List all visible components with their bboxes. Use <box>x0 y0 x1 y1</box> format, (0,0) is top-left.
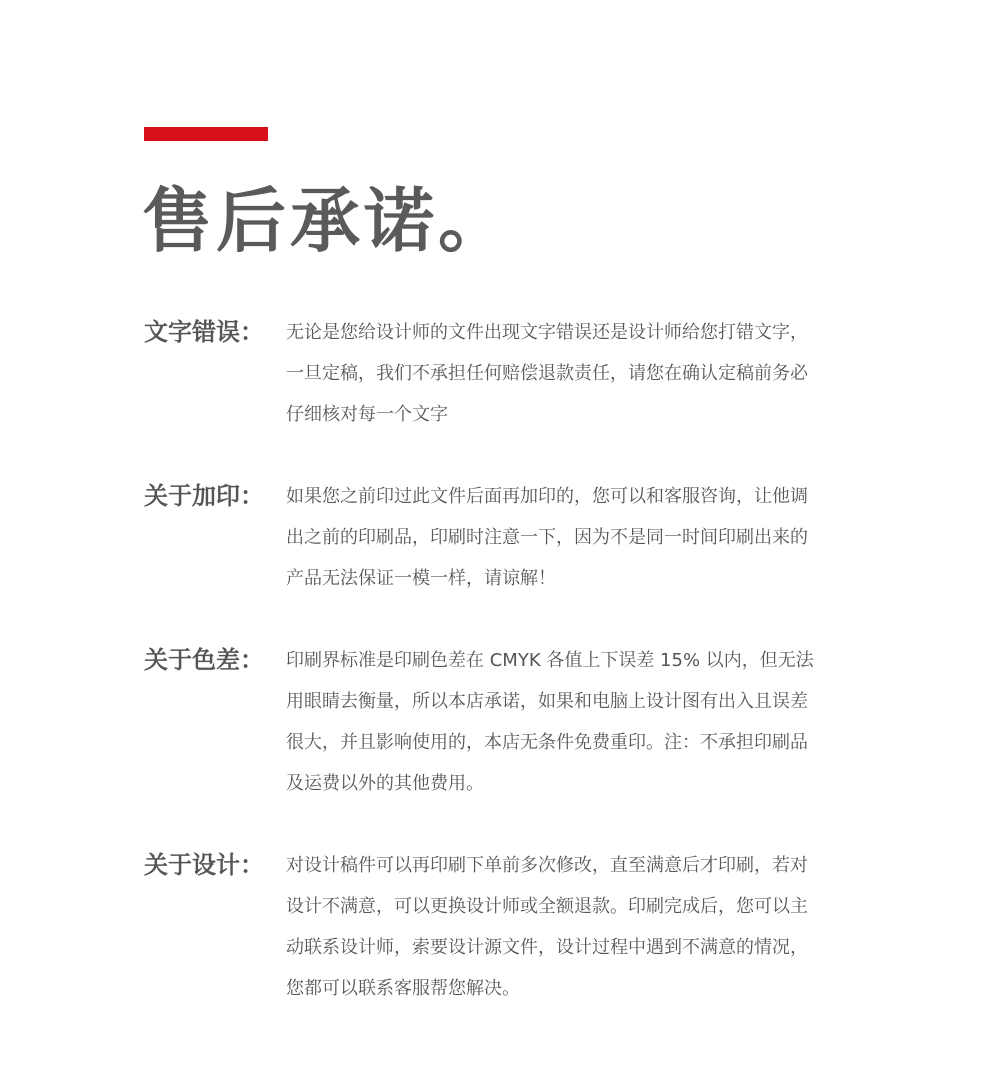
section-label: 关于设计： <box>144 851 264 879</box>
section-line: 产品无法保证一模一样，请谅解！ <box>286 568 556 589</box>
section-line: 很大，并且影响使用的，本店无条件免费重印。注：不承担印刷品 <box>286 732 808 753</box>
section-label: 关于加印： <box>144 482 264 510</box>
section-body <box>286 845 856 1009</box>
section-line: 设计不满意，可以更换设计师或全额退款。印刷完成后，您可以主 <box>286 896 808 917</box>
section-line: 如果您之前印过此文件后面再加印的，您可以和客服咨询，让他调 <box>286 486 808 507</box>
section-line: 对设计稿件可以再印刷下单前多次修改，直至满意后才印刷，若对 <box>286 855 808 876</box>
section-line: 仔细核对每一个文字 <box>286 404 448 425</box>
section-label: 文字错误： <box>144 318 264 346</box>
page-title: 售后承诺。 <box>142 180 512 262</box>
accent-bar <box>144 127 268 141</box>
section-line: 用眼睛去衡量，所以本店承诺，如果和电脑上设计图有出入且误差 <box>286 691 808 712</box>
section-body <box>286 312 856 435</box>
section-line: 您都可以联系客服帮您解决。 <box>286 978 520 999</box>
section-body <box>286 476 856 599</box>
section-label: 关于色差： <box>144 646 264 674</box>
section-body <box>286 640 856 804</box>
section-line: 无论是您给设计师的文件出现文字错误还是设计师给您打错文字， <box>286 322 808 343</box>
section-line: 动联系设计师，索要设计源文件，设计过程中遇到不满意的情况， <box>286 937 808 958</box>
section-line: 一旦定稿，我们不承担任何赔偿退款责任，请您在确认定稿前务必 <box>286 363 808 384</box>
section-line: 出之前的印刷品，印刷时注意一下，因为不是同一时间印刷出来的 <box>286 527 808 548</box>
section-line: 印刷界标准是印刷色差在 CMYK 各值上下误差 15% 以内，但无法 <box>286 650 814 671</box>
section-line: 及运费以外的其他费用。 <box>286 773 484 794</box>
